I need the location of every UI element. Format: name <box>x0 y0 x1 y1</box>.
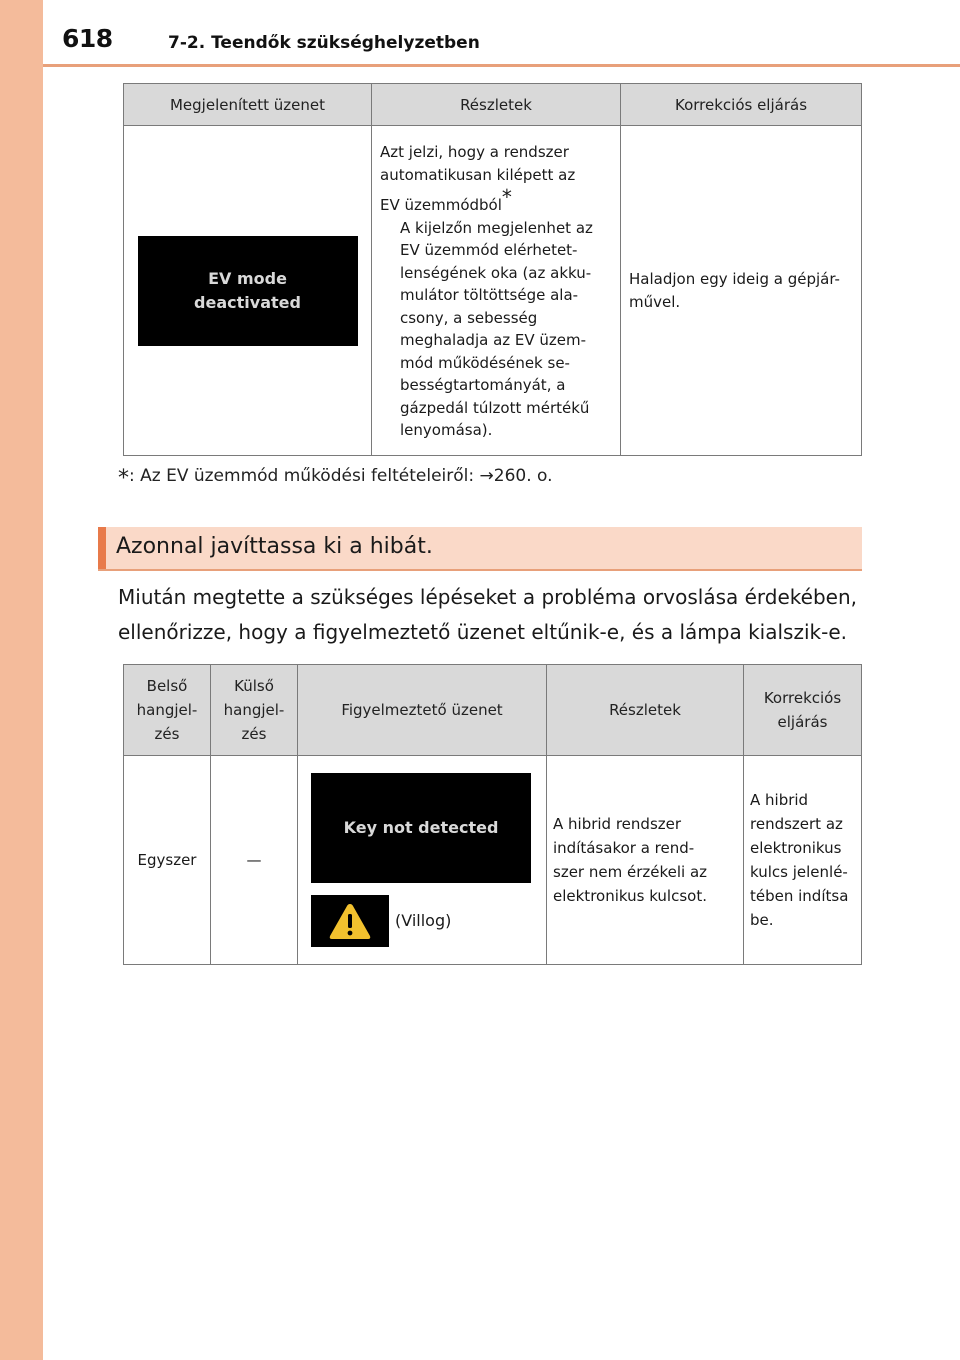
warning-visuals <box>299 773 545 947</box>
details-line: indításakor a rend- <box>553 839 695 857</box>
section-heading <box>98 527 862 571</box>
footnote <box>118 466 553 491</box>
inner-beep-cell: Egyszer <box>124 756 211 965</box>
warning-message-cell <box>298 756 547 965</box>
header-line: Belső <box>146 677 188 695</box>
left-color-band <box>0 0 43 1360</box>
col-header-message: Megjelenített üzenet <box>124 84 372 126</box>
details-line: automatikusan kilépett az <box>380 165 576 184</box>
details-line: A kijelzőn megjelenhet az <box>400 218 593 237</box>
header-line: zés <box>154 725 180 743</box>
details-indent-block <box>380 217 612 442</box>
details-line: bességtartományát, a <box>400 376 566 395</box>
correction-line: tében indítsa <box>750 887 849 905</box>
details-line: A hibrid rendszer <box>553 815 682 833</box>
correction-line: Haladjon egy ideig a gépjár- <box>629 269 840 288</box>
header-rule <box>43 64 960 67</box>
details-line: EV üzemmód elérhetet- <box>400 241 578 260</box>
col-header-outer-beep <box>211 665 298 756</box>
page-number: 618 <box>62 24 113 53</box>
col-header-correction: Korrekciós eljárás <box>621 84 862 126</box>
correction-line: elektronikus <box>750 839 842 857</box>
correction-line: művel. <box>629 292 681 311</box>
header-line: hangjel- <box>136 701 198 719</box>
correction-cell <box>744 756 862 965</box>
details-line: lenségének oka (az akku- <box>400 263 592 282</box>
heading-accent-bar <box>98 527 106 569</box>
warning-row <box>311 895 545 947</box>
message-cell <box>124 126 372 456</box>
details-line: Azt jelzi, hogy a rendszer <box>380 143 569 162</box>
screen-line: EV mode <box>208 268 287 288</box>
screen-line: deactivated <box>194 292 301 312</box>
warning-triangle-icon <box>311 895 389 947</box>
details-cell <box>372 126 621 456</box>
intro-line: Miután megtette a szükséges lépéseket a probléma orvoslása érdekében, <box>118 585 858 609</box>
details-line: gázpedál túlzott mértékű <box>400 398 590 417</box>
warning-message-table <box>123 664 862 965</box>
table-row <box>124 126 862 456</box>
correction-line: be. <box>750 911 774 929</box>
header-line: Figyelmeztető üzenet <box>341 701 503 719</box>
outer-beep-cell: — <box>211 756 298 965</box>
details-line: elektronikus kulcsot. <box>553 887 707 905</box>
table-header-row <box>124 84 862 126</box>
header-line: eljárás <box>777 713 828 731</box>
intro-line: ellenőrizze, hogy a figyelmeztető üzenet eltűnik-e, és a lámpa kialszik-e. <box>118 620 847 644</box>
key-not-detected-display <box>311 773 531 883</box>
header-line: hangjel- <box>223 701 285 719</box>
chapter-title: 7-2. Teendők szükséghelyzetben <box>168 33 480 53</box>
footnote-star: * <box>501 185 512 210</box>
col-header-details <box>547 665 744 756</box>
table-row <box>124 756 862 965</box>
header-line: Külső <box>234 677 274 695</box>
details-line: EV üzemmódból <box>380 196 502 215</box>
details-line: meghaladja az EV üzem- <box>400 331 587 350</box>
details-line: mulátor töltöttsége ala- <box>400 286 579 305</box>
details-line: mód működésének se- <box>400 353 570 372</box>
warning-label: (Villog) <box>395 911 452 930</box>
header-line: Korrekciós <box>763 689 842 707</box>
col-header-inner-beep <box>124 665 211 756</box>
intro-paragraph <box>118 580 878 650</box>
header-line: zés <box>241 725 267 743</box>
correction-line: kulcs jelenlé- <box>750 863 848 881</box>
footnote-text: : Az EV üzemmód működési feltételeiről: →260. o. <box>129 466 553 486</box>
screen-line: Key not detected <box>343 818 499 837</box>
details-line: szer nem érzékeli az <box>553 863 708 881</box>
ev-message-table <box>123 83 862 456</box>
details-cell <box>547 756 744 965</box>
correction-line: rendszert az <box>750 815 843 833</box>
col-header-warning-message <box>298 665 547 756</box>
footnote-star: * <box>118 466 129 491</box>
details-line: csony, a sebesség <box>400 308 538 327</box>
details-line-with-star <box>380 186 612 217</box>
ev-mode-deactivated-display <box>138 236 358 346</box>
details-line: lenyomása). <box>400 421 493 440</box>
correction-line: A hibrid <box>750 791 809 809</box>
table-header-row <box>124 665 862 756</box>
header-line: Részletek <box>609 701 681 719</box>
col-header-details: Részletek <box>372 84 621 126</box>
correction-cell <box>621 126 862 456</box>
col-header-correction <box>744 665 862 756</box>
section-heading-text: Azonnal javíttassa ki a hibát. <box>116 534 433 559</box>
